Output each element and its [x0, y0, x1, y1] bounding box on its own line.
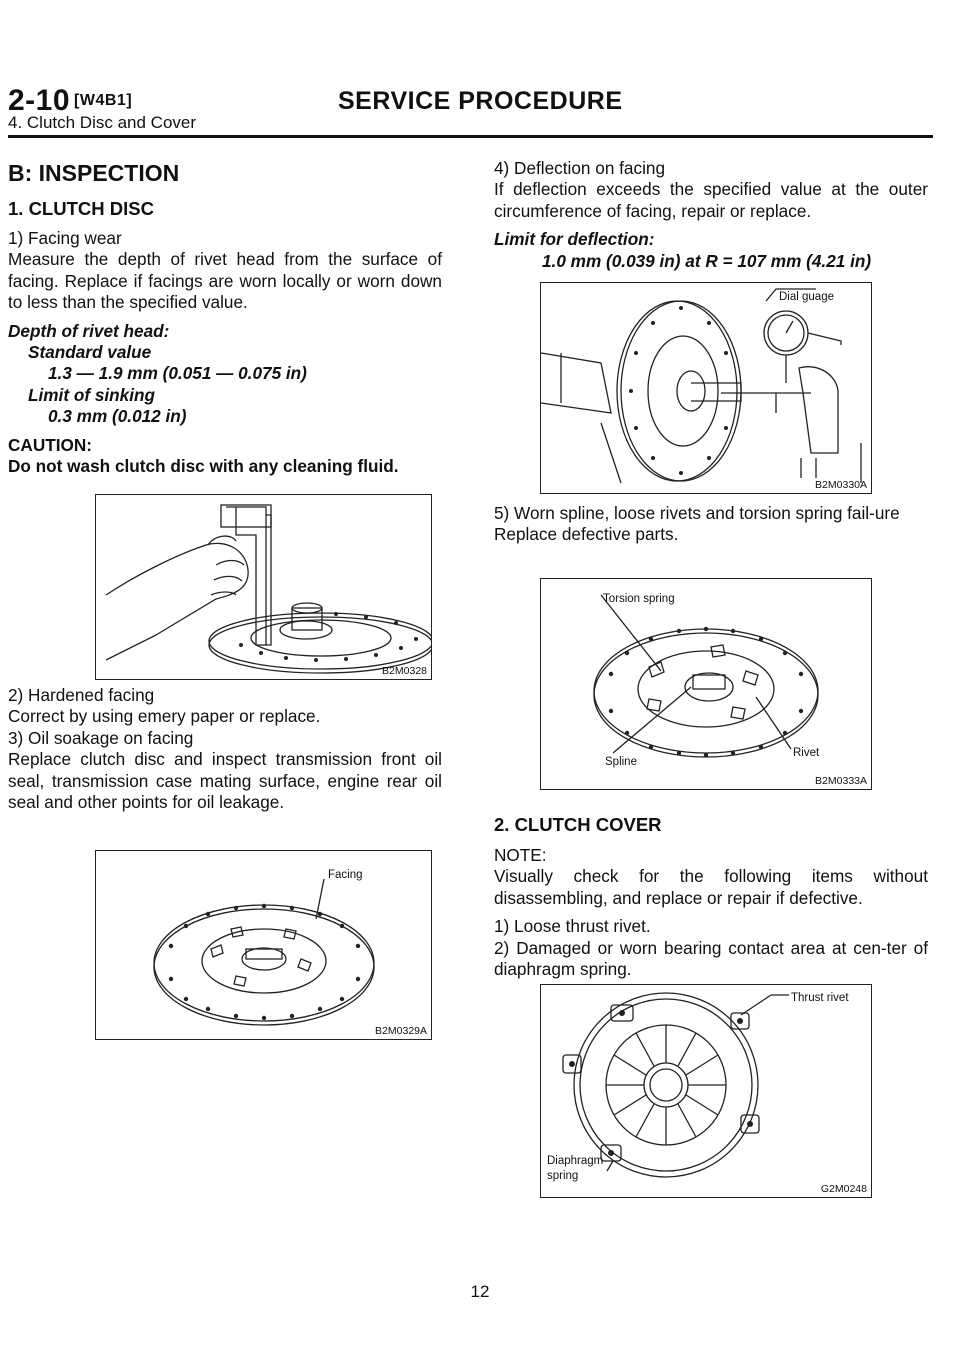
caution-text: Do not wash clutch disc with any cleaning fluid. [8, 456, 399, 477]
fig5-code: G2M0248 [820, 1183, 867, 1195]
spec-std-value: 1.3 — 1.9 mm (0.051 — 0.075 in) [48, 363, 307, 384]
cover-item2: 2) Damaged or worn bearing contact area at cen-ter of diaphragm spring. [494, 937, 928, 980]
clutch-cover-illustration [541, 985, 871, 1197]
figure-dial-gauge [540, 282, 872, 494]
header-rule [8, 135, 933, 138]
item2-title: 2) Hardened facing [8, 685, 155, 705]
spec-std-label: Standard value [28, 342, 152, 363]
fig4-label-rivet: Rivet [793, 747, 820, 759]
item3-text: Replace clutch disc and inspect transmission front oil seal, transmission case mating surface, engine rear oil seal and other points for oil leakage. [8, 749, 442, 813]
spec-limit-label: Limit of sinking [28, 384, 155, 405]
torsion-spring-illustration [541, 579, 871, 789]
item4-text: If deflection exceeds the specified value at the outer circumference of facing, repair or replace. [494, 179, 928, 221]
caution-label: CAUTION: [8, 434, 93, 455]
item1-text: Measure the depth of rivet head from the surface of facing. Replace if facings are worn locally or worn down to less than the specified value. [8, 249, 442, 313]
section-name: 4. Clutch Disc and Cover [8, 113, 197, 132]
right-column [494, 158, 928, 272]
item5-title: 5) Worn spline, loose rivets and torsion spring fail-ure [494, 503, 900, 523]
dial-gauge-illustration [541, 283, 871, 493]
figure-clutch-disc-facing [95, 850, 432, 1040]
note-text: Visually check for the following items without disassembling, and replace or repair if defective. [494, 866, 928, 908]
fig5-label-diaphragm: Diaphragm [547, 1155, 604, 1167]
fig3-label-dial-gauge: Dial guage [779, 291, 834, 303]
fig5-label-thrust-rivet: Thrust rivet [791, 992, 849, 1004]
clutch-disc-illustration [96, 851, 431, 1039]
fig4-code: B2M0333A [815, 775, 867, 787]
fig5-label-spring: spring [547, 1170, 579, 1182]
item5-text: Replace defective parts. [494, 524, 679, 545]
clutch-cover-heading: 2. CLUTCH COVER [494, 814, 662, 835]
caliper-illustration [96, 495, 431, 679]
item4-title: 4) Deflection on facing [494, 158, 666, 178]
header-subcode: [W4B1] [74, 92, 133, 109]
item1-title: 1) Facing wear [8, 228, 122, 248]
right-column-item5 [494, 503, 928, 546]
spec-limit-value: 0.3 mm (0.012 in) [48, 406, 187, 427]
clutch-disc-heading: 1. CLUTCH DISC [8, 198, 154, 219]
fig2-label-facing: Facing [328, 869, 363, 881]
fig4-label-spline: Spline [605, 756, 637, 768]
spec-label: Depth of rivet head: [8, 320, 170, 341]
figure-caliper-measurement [95, 494, 432, 680]
item2-text: Correct by using emery paper or replace. [8, 706, 321, 727]
limit-label: Limit for deflection: [494, 229, 655, 250]
fig4-label-torsion-spring: Torsion spring [603, 593, 675, 605]
page-number: 12 [470, 1282, 490, 1301]
fig1-code: B2M0328 [382, 665, 427, 677]
limit-value: 1.0 mm (0.039 in) at R = 107 mm (4.21 in) [542, 250, 872, 271]
note-label: NOTE: [494, 845, 547, 865]
fig2-code: B2M0329A [375, 1025, 427, 1037]
right-column-cover [494, 813, 928, 980]
figure-torsion-spring [540, 578, 872, 790]
inspection-heading: B: INSPECTION [8, 160, 180, 186]
left-column [8, 160, 442, 477]
item3-title: 3) Oil soakage on facing [8, 727, 194, 748]
header-code: 2-10 [W4B1] [8, 84, 133, 117]
fig3-code: B2M0330A [815, 479, 867, 491]
figure-clutch-cover [540, 984, 872, 1198]
cover-item1: 1) Loose thrust rivet. [494, 916, 651, 937]
left-column-lower [8, 685, 442, 813]
page-title: SERVICE PROCEDURE [338, 87, 623, 115]
